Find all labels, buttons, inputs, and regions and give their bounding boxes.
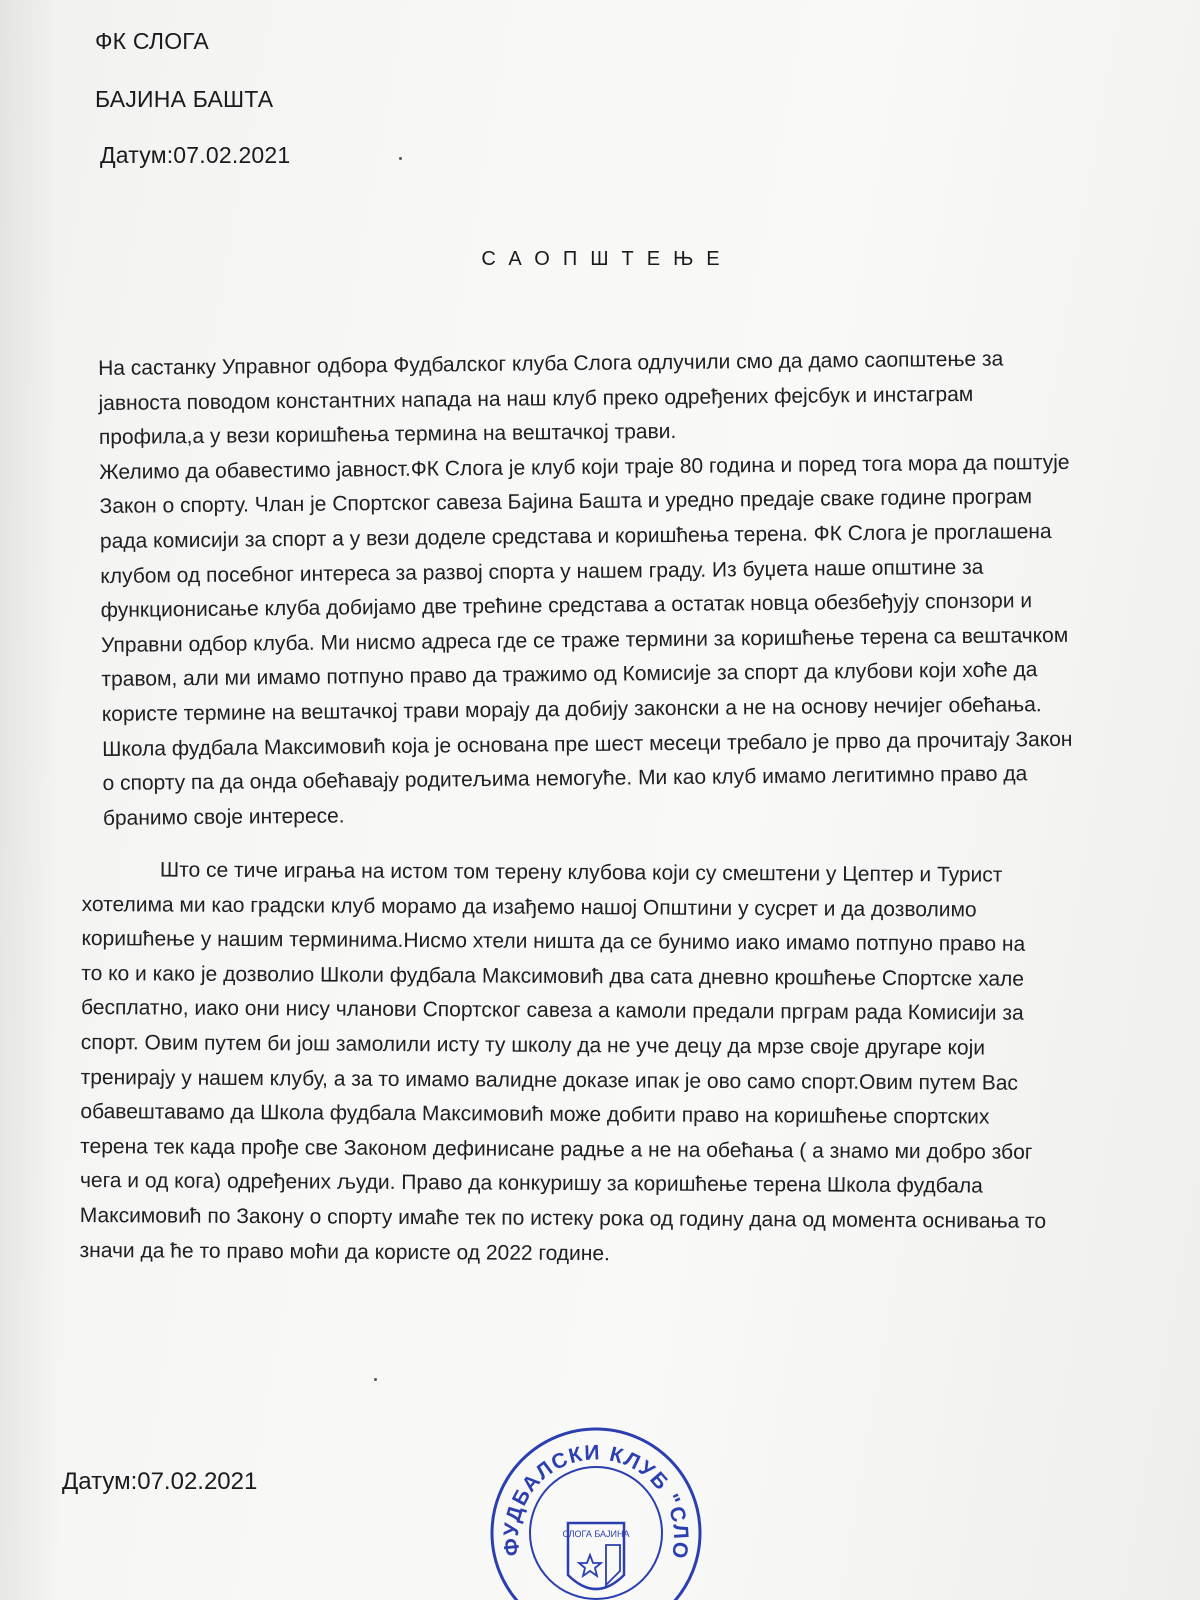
paragraph-line: то ко и како је дозволио Школи фудбала Максимовић два сата дневно крошћење Спортске хале <box>81 961 1025 991</box>
paragraph-line: хотелима ми као градски клуб морамо да изађемо нашој Општини у сусрет и да дозволимо <box>81 892 977 922</box>
body-paragraph-1 <box>98 341 1173 836</box>
stamp-ring-text: ФУДБАЛСКИ КЛУБ "СЛО <box>499 1441 693 1562</box>
paragraph-line: Желимо да обавестимо јавност.ФК Слога је клуб који траје 80 година и поред тога мора да поштује <box>99 450 1070 484</box>
paragraph-line: значи да ће то право моћи да користе од 2022 године. <box>79 1238 611 1265</box>
paragraph-line: обавештавамо да Школа фудбала Максимовић може добити право на коришћење спортских <box>80 1100 990 1129</box>
paper-speck <box>374 1378 377 1381</box>
paragraph-line: рада комисији за спорт а у вези доделе средстава и коришћења терена. ФК Слога је проглашена <box>99 519 1052 553</box>
footer-date: Датум:07.02.2021 <box>62 1468 258 1495</box>
paragraph-line: травом, али ми имамо потпуно право да тражимо од Комисије за спорт да клубови који хоће да <box>101 658 1038 692</box>
paragraph-line: коришћење у нашим терминима.Нисмо хтели ништа да се бунимо иако имамо потпуно право на <box>81 927 1026 956</box>
club-city: БАЈИНА БАШТА <box>95 86 274 112</box>
club-stamp <box>480 1405 710 1600</box>
paragraph-line: тренирају у нашем клубу, а за то имамо валидне доказе ипак је ово само спорт.Овим путем Вас <box>80 1065 1019 1095</box>
paragraph-line: клубом од посебног интереса за развој спорта у нашем граду. Из буџета наше општине за <box>100 555 984 588</box>
stamp-star <box>579 1555 601 1576</box>
paragraph-line: бранимо своје интересе. <box>102 804 345 830</box>
paragraph-line: јавноста поводом константних напада на наш клуб преко одређених фејсбук и инстаграм <box>98 382 974 415</box>
paper-speck <box>399 157 402 160</box>
document-title: САОПШТЕЊЕ <box>481 248 733 270</box>
paragraph-line: чега и од кога) одређених људи. Право да конкуришу за коришћење терена Школа фудбала <box>79 1169 983 1198</box>
paragraph-line: На састанку Управног одбора Фудбалског клуба Слога одлучили смо да дамо саопштење за <box>98 347 1004 380</box>
paragraph-line: Закон о спорту. Члан је Спортског савеза Бајина Башта и уредно предаје сваке године програм <box>99 485 1033 519</box>
page-shadow <box>0 0 60 1600</box>
paragraph-line: користе термине на вештачкој трави морају да добију законски а не на основу нечијег обећања. <box>101 693 1042 726</box>
paragraph-line: Максимовић по Закону о спорту имаће тек по истеку рока од годину дана од момента оснивања то <box>79 1203 1047 1233</box>
paragraph-line: Школа фудбала Максимовић која је основана пре шест месеци требало је прво да прочитају Закон <box>102 727 1073 761</box>
paragraph-line: профила,а у вези коришћења термина на вештачкој трави. <box>98 420 677 450</box>
header-date: Датум:07.02.2021 <box>100 142 291 168</box>
paragraph-line: о спорту па да онда обећавају родитељима немогуће. Ми као клуб имамо легитимно право да <box>102 762 1028 796</box>
paragraph-line: Управни одбор клуба. Ми нисмо адреса где се траже термини за коришћење терена са вештачком <box>100 623 1069 657</box>
club-name: ФК СЛОГА <box>95 28 209 54</box>
stamp-crest-text: СЛОГА БАЈИНА <box>562 1529 630 1539</box>
club-stamp-graphic <box>480 1405 710 1600</box>
paragraph-line: Што се тиче играња на истом том терену клубова који су смештени у Цептер и Турист <box>159 858 1003 887</box>
paragraph-line: функционисање клуба добијамо две трећине средстава а остатак новца обезбеђују спонзори и <box>100 589 1033 623</box>
paragraph-line: бесплатно, иако они нису чланови Спортског савеза а камоли предали прграм рада Комисији за <box>80 996 1024 1026</box>
body-paragraph-2 <box>79 853 1182 1275</box>
paragraph-line: терена тек када прође све Законом дефинисане радње а не на обећања ( а знамо ми добро због <box>80 1134 1033 1164</box>
paragraph-line: спорт. Овим путем би још замолили исту ту школу да не уче децу да мрзе своје другаре који <box>80 1030 986 1060</box>
